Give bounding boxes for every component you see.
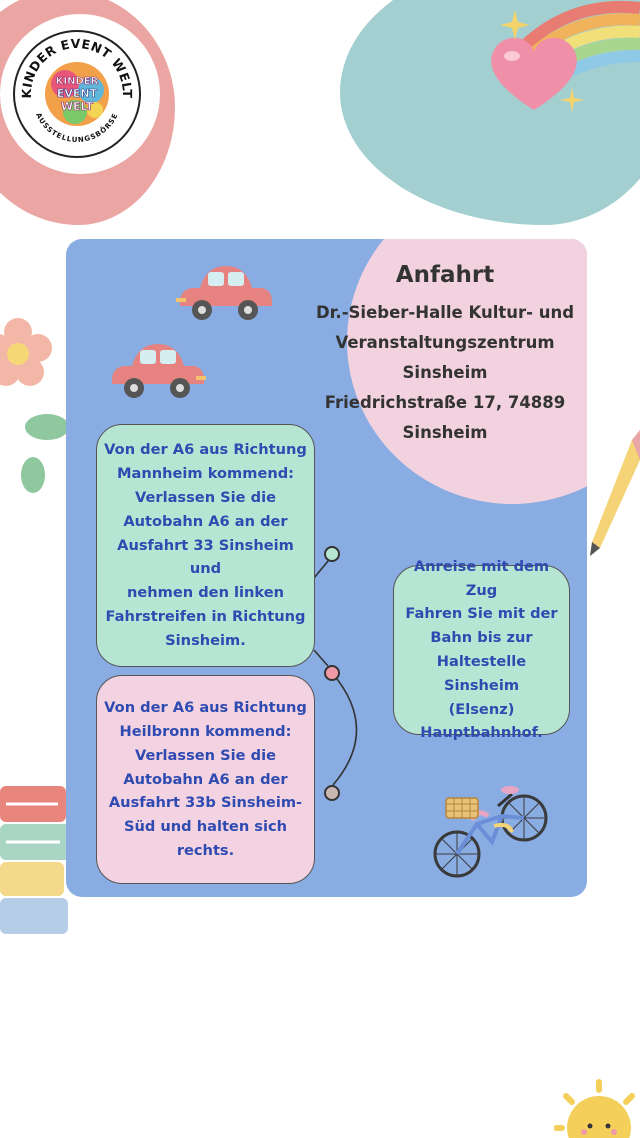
route-line: Hauptbahnhof. bbox=[420, 724, 543, 742]
logo-top-text: KINDER EVENT WELT bbox=[18, 35, 136, 99]
route-line: Verlassen Sie die bbox=[134, 489, 277, 506]
sparkle-icon bbox=[500, 10, 530, 40]
route-line: Bahn bis zur bbox=[430, 629, 533, 647]
route-line: Sinsheim. bbox=[165, 631, 246, 649]
logo-inner-text-3: WELT bbox=[60, 100, 94, 113]
route-line: rechts. bbox=[176, 841, 235, 859]
route-line: Süd und halten sich bbox=[123, 818, 288, 836]
timeline-dot bbox=[324, 665, 340, 681]
route-line: Ausfahrt 33b Sinsheim- bbox=[108, 794, 303, 812]
logo-inner-text-1: KINDER bbox=[55, 76, 99, 87]
route-line: Von der A6 aus Richtung bbox=[104, 699, 307, 717]
leaf-icon bbox=[15, 405, 70, 495]
address-line: Sinsheim bbox=[402, 363, 488, 382]
pencil-icon bbox=[588, 430, 640, 560]
route-line: nehmen den linken bbox=[126, 584, 285, 602]
route-line: Ausfahrt 33 Sinsheim und bbox=[117, 536, 294, 578]
logo bbox=[13, 30, 141, 158]
flower-icon bbox=[0, 310, 68, 400]
route-from-heilbronn bbox=[96, 675, 315, 884]
route-line: (Elsenz) bbox=[448, 700, 515, 718]
route-by-train bbox=[393, 557, 570, 742]
books-icon bbox=[0, 778, 72, 943]
venue-address bbox=[300, 298, 590, 448]
route-line: Fahren Sie mit der bbox=[405, 605, 558, 623]
address-line: Friedrichstraße 17, 74889 bbox=[324, 393, 566, 412]
route-line: Mannheim kommend: bbox=[116, 465, 295, 483]
address-line: Dr.-Sieber-Halle Kultur- und bbox=[315, 303, 575, 322]
car-icon bbox=[176, 262, 274, 324]
sparkle-icon bbox=[560, 88, 584, 112]
route-line: Verlassen Sie die bbox=[134, 746, 276, 764]
route-from-mannheim bbox=[96, 424, 315, 667]
car-icon bbox=[108, 340, 206, 402]
route-line: Haltestelle Sinsheim bbox=[436, 653, 527, 694]
timeline-dot bbox=[324, 785, 340, 801]
address-line: Sinsheim bbox=[402, 423, 488, 442]
bicycle-icon bbox=[432, 776, 550, 884]
route-line: Fahrstreifen in Richtung bbox=[105, 607, 306, 625]
logo-inner-text-2: EVENT bbox=[56, 87, 98, 100]
route-line: Autobahn A6 an der bbox=[123, 770, 288, 788]
sun-icon bbox=[554, 1078, 640, 1138]
page-title: Anfahrt bbox=[395, 262, 495, 288]
route-line: Anreise mit dem Zug bbox=[413, 557, 550, 599]
timeline-dot bbox=[324, 546, 340, 562]
route-line: Heilbronn kommend: bbox=[119, 723, 292, 740]
logo-ring bbox=[15, 32, 139, 156]
logo-bottom-text: AUSSTELLUNGSBÖRSE bbox=[34, 111, 120, 145]
route-line: Von der A6 aus Richtung bbox=[104, 441, 307, 459]
route-line: Autobahn A6 an der bbox=[123, 512, 288, 530]
address-line: Veranstaltungszentrum bbox=[335, 333, 555, 352]
